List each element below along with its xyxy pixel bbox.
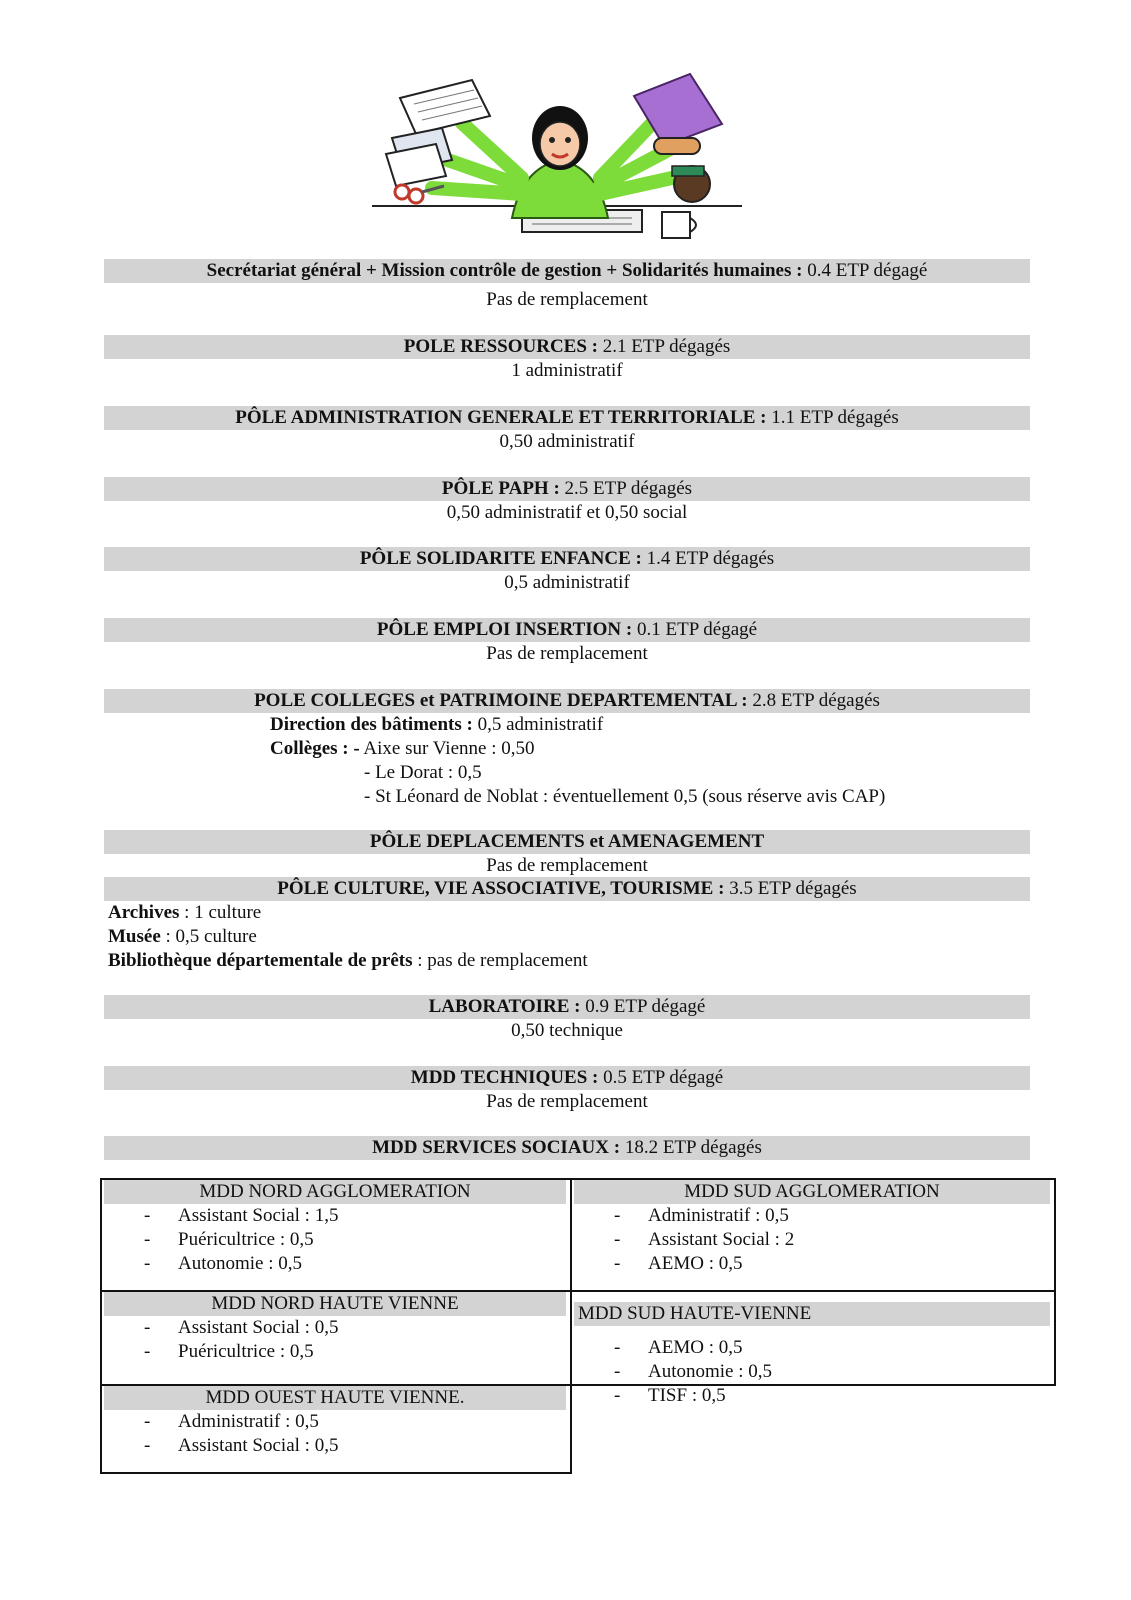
mdd-sud-agglomeration-header: MDD SUD AGGLOMERATION bbox=[574, 1180, 1050, 1204]
colleges-line: Collèges : - Aixe sur Vienne : 0,50 bbox=[270, 738, 535, 759]
section-line: Pas de remplacement bbox=[486, 855, 648, 876]
table-border bbox=[100, 1178, 102, 1474]
multitasking-secretary-illustration bbox=[372, 68, 752, 246]
table-border bbox=[1054, 1178, 1056, 1386]
table-border bbox=[570, 1178, 572, 1474]
mdd-nord-haute-vienne-header: MDD NORD HAUTE VIENNE bbox=[104, 1292, 566, 1316]
section-line: 0,50 administratif et 0,50 social bbox=[446, 502, 688, 523]
table-border bbox=[100, 1472, 572, 1474]
mdd-ouest-haute-vienne-header: MDD OUEST HAUTE VIENNE. bbox=[104, 1386, 566, 1410]
college-item: - Le Dorat : 0,5 bbox=[364, 762, 482, 783]
section-header-mdd-techniques: MDD TECHNIQUES : 0.5 ETP dégagé bbox=[104, 1066, 1030, 1090]
mdd-sud-haute-vienne-header: MDD SUD HAUTE-VIENNE bbox=[574, 1302, 1050, 1326]
section-header-deplacements: PÔLE DEPLACEMENTS et AMENAGEMENT bbox=[104, 830, 1030, 854]
section-header-administration: PÔLE ADMINISTRATION GENERALE ET TERRITORIALE : 1.1 ETP dégagés bbox=[104, 406, 1030, 430]
section-header-mdd-services-sociaux: MDD SERVICES SOCIAUX : 18.2 ETP dégagés bbox=[104, 1136, 1030, 1160]
section-line: Pas de remplacement bbox=[486, 1091, 648, 1112]
section-line: Pas de remplacement bbox=[486, 643, 648, 664]
section-header-enfance: PÔLE SOLIDARITE ENFANCE : 1.4 ETP dégagés bbox=[104, 547, 1030, 571]
section-header-secretariat: Secrétariat général + Mission contrôle de gestion + Solidarités humaines : 0.4 ETP dégagé bbox=[104, 259, 1030, 283]
section-header-laboratoire: LABORATOIRE : 0.9 ETP dégagé bbox=[104, 995, 1030, 1019]
section-line: 0,5 administratif bbox=[504, 572, 630, 593]
section-header-colleges: POLE COLLEGES et PATRIMOINE DEPARTEMENTAL : 2.8 ETP dégagés bbox=[104, 689, 1030, 713]
section-line: 0,50 technique bbox=[511, 1020, 623, 1041]
culture-item: Archives : 1 culture bbox=[108, 902, 262, 923]
culture-item: Bibliothèque départementale de prêts : pas de remplacement bbox=[108, 950, 588, 971]
section-header-culture: PÔLE CULTURE, VIE ASSOCIATIVE, TOURISME : 3.5 ETP dégagés bbox=[104, 877, 1030, 901]
section-line: 0,50 administratif bbox=[499, 431, 635, 452]
section-header-ressources: POLE RESSOURCES : 2.1 ETP dégagés bbox=[104, 335, 1030, 359]
section-header-paph: PÔLE PAPH : 2.5 ETP dégagés bbox=[104, 477, 1030, 501]
college-item: - St Léonard de Noblat : éventuellement 0,5 (sous réserve avis CAP) bbox=[364, 786, 886, 807]
section-line: 1 administratif bbox=[511, 360, 623, 381]
culture-item: Musée : 0,5 culture bbox=[108, 926, 257, 947]
section-header-emploi: PÔLE EMPLOI INSERTION : 0.1 ETP dégagé bbox=[104, 618, 1030, 642]
section-line: Pas de remplacement bbox=[486, 289, 648, 310]
mdd-nord-agglomeration-header: MDD NORD AGGLOMERATION bbox=[104, 1180, 566, 1204]
direction-batiments-line: Direction des bâtiments : 0,5 administratif bbox=[270, 714, 604, 735]
